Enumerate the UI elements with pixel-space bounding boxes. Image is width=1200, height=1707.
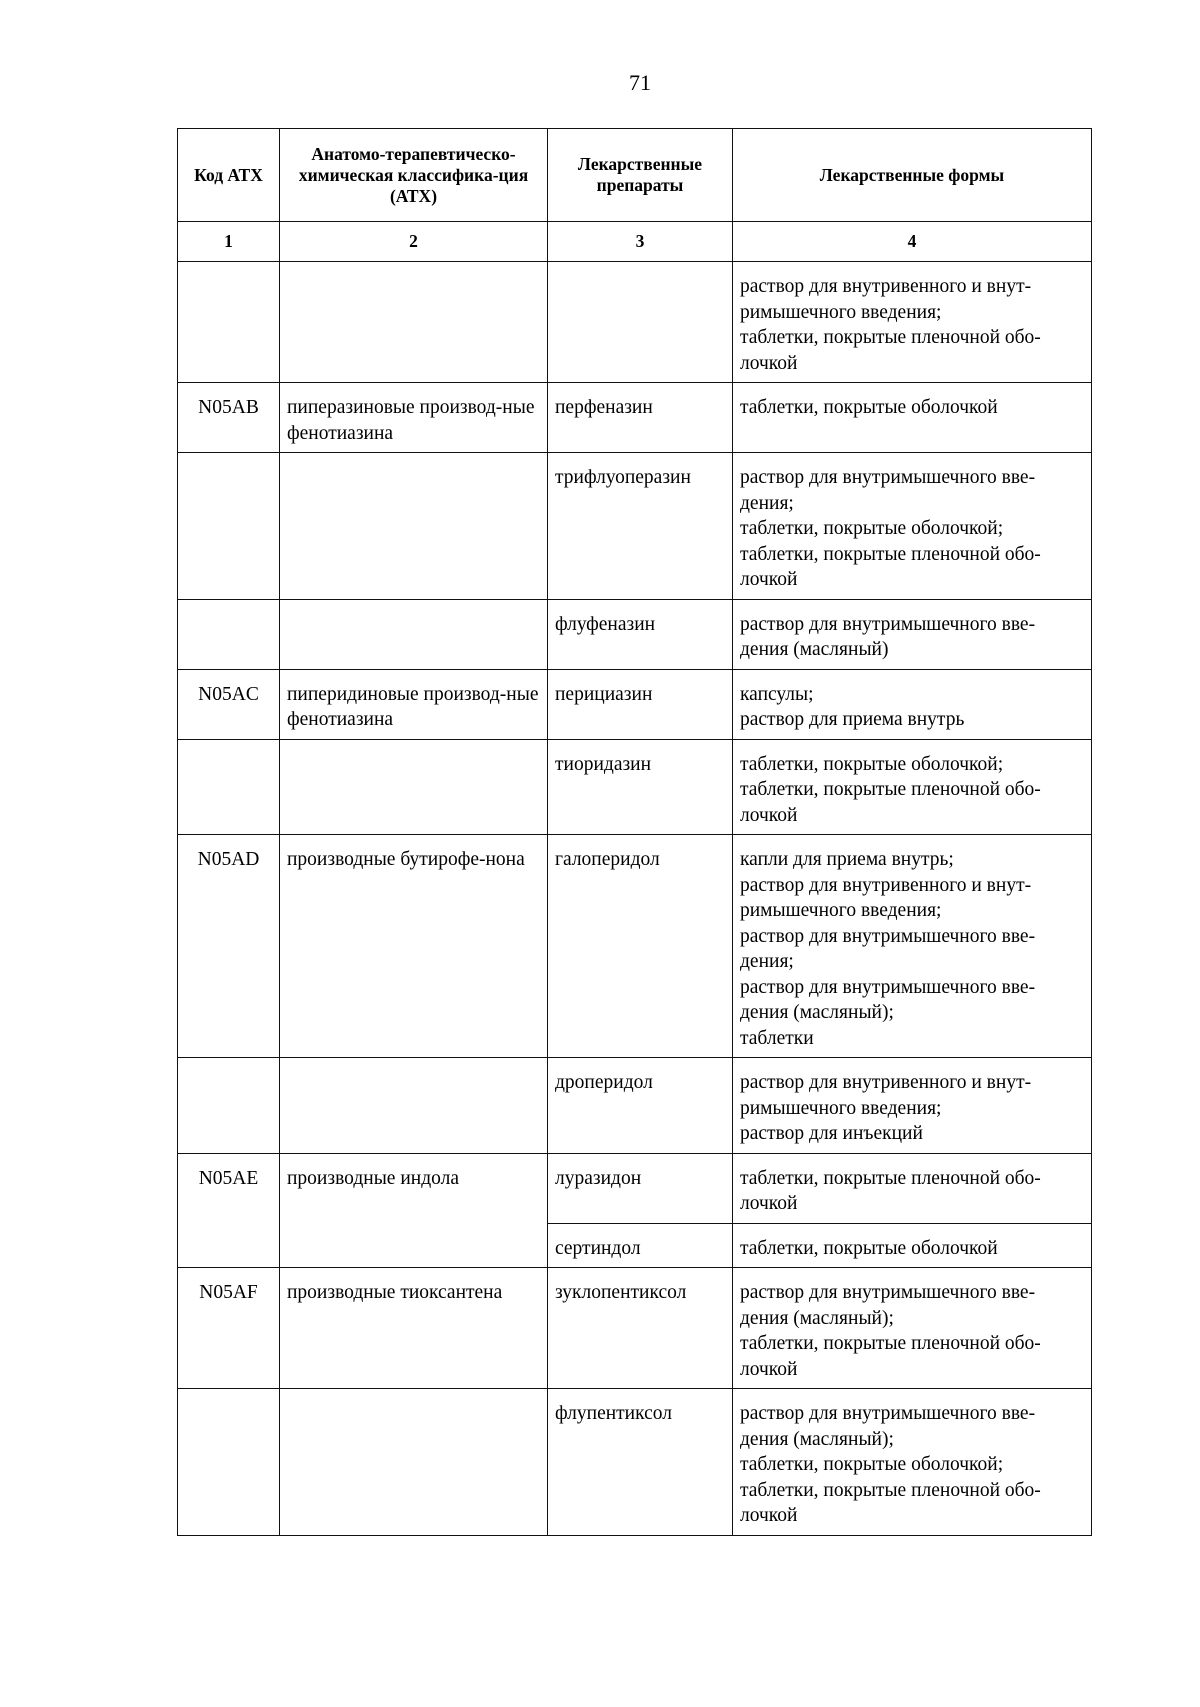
drug-name-cell: луразидон — [548, 1153, 733, 1223]
atc-code-cell: N05AE — [178, 1153, 280, 1268]
dosage-forms-cell — [733, 1268, 1092, 1389]
atc-code-cell: N05AD — [178, 835, 280, 1058]
drug-name-cell: сертиндол — [548, 1223, 733, 1268]
table-row — [178, 1389, 1092, 1536]
table-row — [178, 383, 1092, 453]
dosage-forms-cell — [733, 599, 1092, 669]
dosage-form-line: таблетки, покрытые пленочной обо- — [740, 1333, 1041, 1354]
drug-name-cell: тиоридазин — [548, 739, 733, 835]
dosage-form-line: таблетки, покрытые пленочной обо- — [740, 779, 1041, 800]
atc-classification-cell: пиперидиновые производ-ные фенотиазина — [280, 669, 548, 739]
dosage-form-line: раствор для внутривенного и внут- — [740, 1072, 1032, 1093]
column-number: 3 — [548, 222, 733, 262]
header-atc-code: Код АТХ — [178, 129, 280, 222]
dosage-form-line: таблетки, покрытые пленочной обо- — [740, 1167, 1041, 1189]
atc-code-cell: N05AF — [178, 1268, 280, 1389]
dosage-form-line: раствор для внутримышечного вве- — [740, 1403, 1036, 1424]
dosage-forms-cell — [733, 669, 1092, 739]
page-number: 71 — [629, 70, 651, 95]
drug-name-cell: флупентиксол — [548, 1389, 733, 1536]
dosage-forms-cell — [733, 739, 1092, 835]
atc-table — [177, 128, 1092, 1536]
atc-classification-cell — [280, 453, 548, 600]
dosage-form-line: таблетки, покрытые оболочкой; — [740, 1454, 1004, 1475]
atc-classification-cell: пиперазиновые производ-ные фенотиазина — [280, 383, 548, 453]
atc-code-cell: N05AC — [178, 669, 280, 739]
column-number: 1 — [178, 222, 280, 262]
dosage-forms-cell — [733, 453, 1092, 600]
dosage-form-line: лочкой — [740, 1193, 798, 1214]
dosage-form-line: лочкой — [740, 804, 798, 826]
atc-classification-cell: производные индола — [280, 1153, 548, 1268]
drug-name-cell: перициазин — [548, 669, 733, 739]
dosage-form-line: раствор для внутривенного и внут- — [740, 276, 1032, 297]
atc-classification-cell — [280, 262, 548, 383]
dosage-form-line: таблетки, покрытые оболочкой; — [740, 753, 1004, 775]
atc-code-cell — [178, 453, 280, 600]
atc-classification-cell: производные тиоксантена — [280, 1268, 548, 1389]
drug-name-cell: флуфеназин — [548, 599, 733, 669]
atc-classification-cell — [280, 599, 548, 669]
dosage-form-line: дения (масляный); — [740, 1002, 894, 1023]
dosage-form-line: таблетки, покрытые оболочкой; — [740, 518, 1004, 539]
dosage-form-line: римышечного введения; — [740, 1097, 942, 1119]
dosage-forms-cell — [733, 262, 1092, 383]
dosage-form-line: лочкой — [740, 569, 798, 590]
dosage-forms-cell — [733, 383, 1092, 453]
dosage-form-line: таблетки — [740, 1027, 814, 1049]
column-number: 4 — [733, 222, 1092, 262]
dosage-form-line: раствор для внутримышечного вве- — [740, 613, 1036, 635]
atc-code-cell — [178, 599, 280, 669]
dosage-form-line: дения; — [740, 492, 794, 514]
column-number-row — [178, 222, 1092, 262]
atc-classification-cell: производные бутирофе-нона — [280, 835, 548, 1058]
dosage-form-line: лочкой — [740, 352, 798, 374]
dosage-form-line: дения (масляный); — [740, 1307, 894, 1329]
dosage-form-line: римышечного введения; — [740, 301, 942, 323]
dosage-form-line: римышечного введения; — [740, 900, 942, 921]
table-row — [178, 1268, 1092, 1389]
dosage-form-line: капли для приема внутрь; — [740, 849, 954, 870]
table-row — [178, 835, 1092, 1058]
dosage-form-line: таблетки, покрытые оболочкой — [740, 397, 998, 418]
drug-name-cell: перфеназин — [548, 383, 733, 453]
dosage-form-line: таблетки, покрытые пленочной обо- — [740, 543, 1041, 565]
dosage-form-line: таблетки, покрытые пленочной обо- — [740, 1479, 1041, 1501]
dosage-forms-cell — [733, 1058, 1092, 1154]
dosage-form-line: дения; — [740, 951, 794, 972]
header-atc-classification: Анатомо-терапевтическо-химическая классифика-ция (АТХ) — [280, 129, 548, 222]
atc-code-cell — [178, 262, 280, 383]
dosage-form-line: раствор для внутривенного и внут- — [740, 874, 1032, 896]
table-row — [178, 599, 1092, 669]
dosage-form-line: таблетки, покрытые оболочкой — [740, 1237, 998, 1259]
dosage-form-line: капсулы; — [740, 683, 814, 705]
table-row — [178, 1058, 1092, 1154]
table-row — [178, 669, 1092, 739]
table-row — [178, 262, 1092, 383]
table-header-row — [178, 129, 1092, 222]
drug-name-cell: трифлуоперазин — [548, 453, 733, 600]
atc-code-cell — [178, 1389, 280, 1536]
table-row — [178, 1153, 1092, 1223]
dosage-forms-cell — [733, 1389, 1092, 1536]
dosage-form-line: дения (масляный); — [740, 1428, 894, 1450]
header-drugs: Лекарственные препараты — [548, 129, 733, 222]
atc-classification-cell — [280, 1389, 548, 1536]
atc-classification-cell — [280, 739, 548, 835]
dosage-form-line: лочкой — [740, 1505, 798, 1526]
dosage-forms-cell — [733, 1153, 1092, 1223]
header-dosage-forms: Лекарственные формы — [733, 129, 1092, 222]
atc-code-cell — [178, 739, 280, 835]
dosage-forms-cell — [733, 835, 1092, 1058]
dosage-forms-cell — [733, 1223, 1092, 1268]
atc-code-cell: N05AB — [178, 383, 280, 453]
drug-name-cell — [548, 262, 733, 383]
dosage-form-line: раствор для внутримышечного вве- — [740, 925, 1036, 947]
dosage-form-line: раствор для приема внутрь — [740, 709, 965, 730]
dosage-form-line: раствор для внутримышечного вве- — [740, 1282, 1036, 1303]
dosage-form-line: лочкой — [740, 1358, 798, 1380]
column-number: 2 — [280, 222, 548, 262]
drug-name-cell: дроперидол — [548, 1058, 733, 1154]
atc-classification-cell — [280, 1058, 548, 1154]
dosage-form-line: дения (масляный) — [740, 639, 889, 660]
table-row — [178, 739, 1092, 835]
atc-code-cell — [178, 1058, 280, 1154]
dosage-form-line: таблетки, покрытые пленочной обо- — [740, 327, 1041, 348]
table-row — [178, 453, 1092, 600]
dosage-form-line: раствор для инъекций — [740, 1123, 923, 1144]
drug-name-cell: галоперидол — [548, 835, 733, 1058]
dosage-form-line: раствор для внутримышечного вве- — [740, 976, 1036, 998]
drug-name-cell: зуклопентиксол — [548, 1268, 733, 1389]
dosage-form-line: раствор для внутримышечного вве- — [740, 467, 1036, 488]
